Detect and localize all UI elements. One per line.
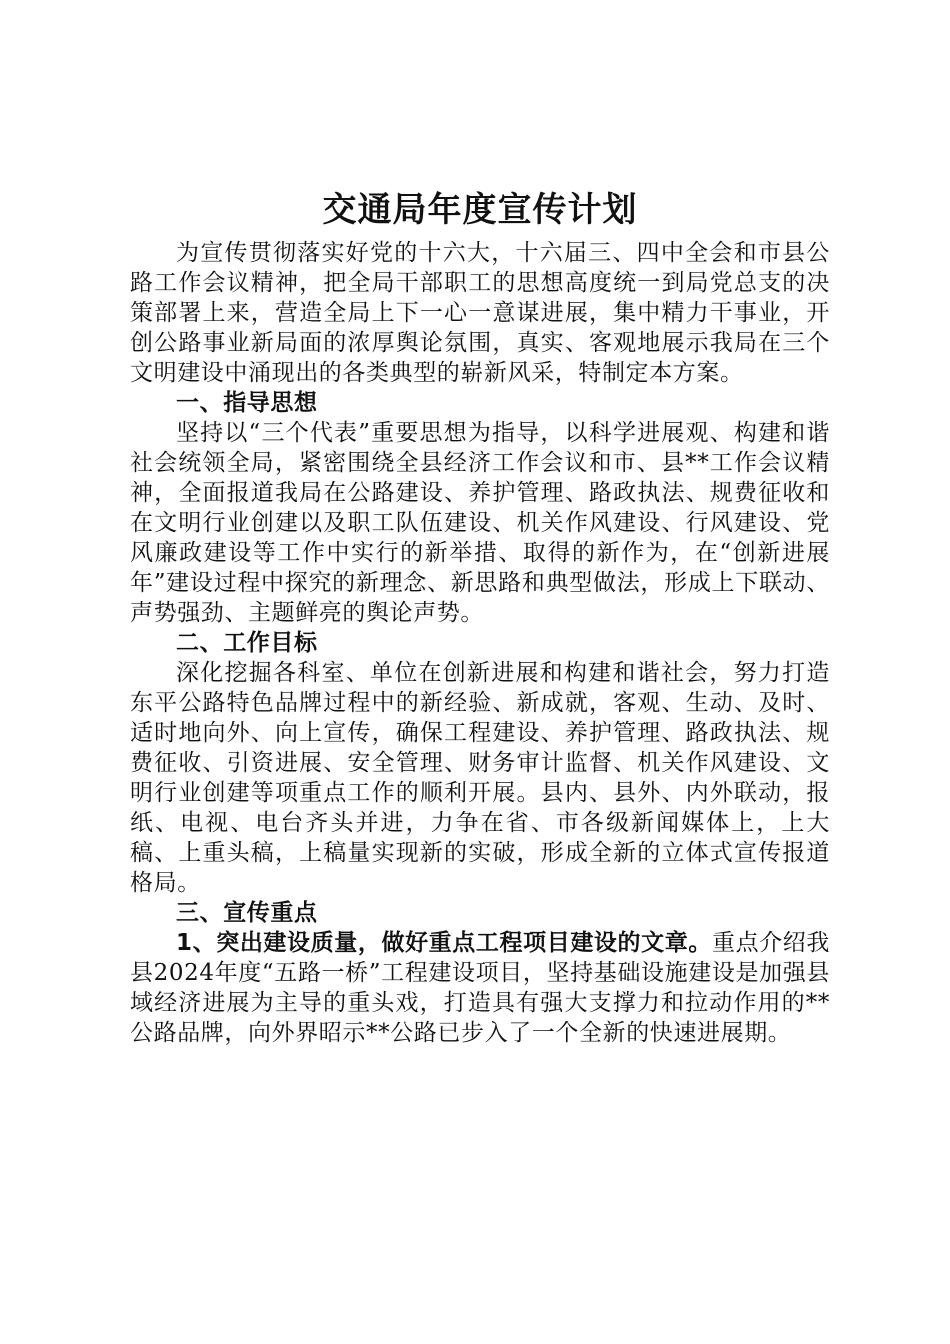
item-body-text: 重点介绍我县2024年度“五路一桥”工程建设项目，坚持基础设施建设是加强县域经济进展为主导的重头戏，打造具有强大支撑力和拉动作用的**公路品牌，向外界昭示**公路已步入了一个全新的快速进展期。 [130,930,830,1046]
document-title: 交通局年度宣传计划 [322,190,638,230]
section-body-guiding-ideology: 坚持以“三个代表”重要思想为指导，以科学进展观、构建和谐社会统领全局，紧密围绕全县经济工作会议和市、县**工作会议精神，全面报道我局在公路建设、养护管理、路政执法、规费征收和在文明行业创建以及职工队伍建设、机关作风建设、行风建设、党风廉政建设等工作中实行的新举措、取得的新作为，在“创新进展年”建设过程中探究的新理念、新思路和典型做法，形成上下联动、声势强劲、主题鲜亮的舆论声势。 [130,420,830,626]
item-lead-text: 1、突出建设质量，做好重点工程项目建设的文章。 [176,930,712,956]
section-heading-publicity-focus: 三、宣传重点 [176,900,318,926]
section-heading-work-goals: 二、工作目标 [176,630,318,656]
section-item-construction-quality [130,928,830,1048]
section-body-work-goals: 深化挖掘各科室、单位在创新进展和构建和谐社会，努力打造东平公路特色品牌过程中的新经验、新成就，客观、生动、及时、适时地向外、向上宣传，确保工程建设、养护管理、路政执法、规费征收、引资进展、安全管理、财务审计监督、机关作风建设、文明行业创建等项重点工作的顺利开展。县内、县外、内外联动，报纸、电视、电台齐头并进，力争在省、市各级新闻媒体上，上大稿、上重头稿，上稿量实现新的实破，形成全新的立体式宣传报道格局。 [130,660,830,896]
section-heading-guiding-ideology: 一、指导思想 [176,390,318,416]
document-body [130,186,830,1048]
intro-paragraph: 为宣传贯彻落实好党的十六大，十六届三、四中全会和市县公路工作会议精神，把全局干部职工的思想高度统一到局党总支的决策部署上来，营造全局上下一心一意谋进展，集中精力干事业，开创公路事业新局面的浓厚舆论氛围，真实、客观地展示我局在三个文明建设中涌现出的各类典型的崭新风采，特制定本方案。 [130,240,830,386]
